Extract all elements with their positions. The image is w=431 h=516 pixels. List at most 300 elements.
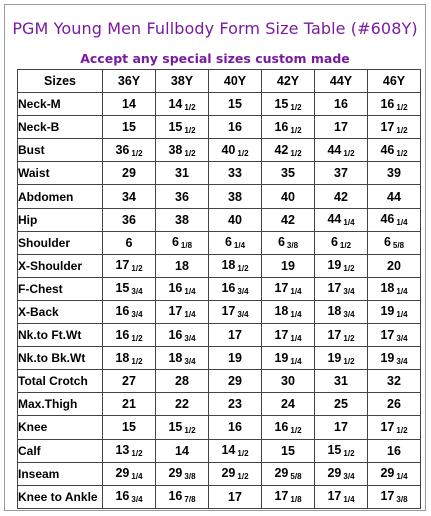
size-cell	[156, 231, 209, 254]
row-label: Inseam	[18, 462, 103, 485]
size-cell-whole: 39	[387, 166, 401, 181]
size-cell-whole: 17	[327, 327, 342, 342]
size-cell	[368, 93, 421, 116]
size-cell-fraction: 1/2	[290, 125, 302, 135]
size-cell	[156, 116, 209, 139]
size-cell	[315, 208, 368, 231]
size-cell-whole: 17	[327, 489, 342, 504]
size-cell	[262, 416, 315, 439]
size-cell-whole: 18	[327, 304, 342, 319]
size-cell	[209, 324, 262, 347]
size-cell-whole: 16	[228, 420, 242, 435]
row-label: Knee to Ankle	[18, 485, 103, 508]
size-cell	[103, 462, 156, 485]
size-cell-whole: 19	[281, 258, 295, 273]
size-cell-whole: 16	[168, 489, 183, 504]
size-cell-whole: 40	[221, 142, 236, 157]
size-cell-whole: 17	[380, 419, 395, 434]
size-cell-whole: 15	[115, 281, 130, 296]
row-label: X-Shoulder	[18, 254, 103, 277]
size-cell-whole: 29	[327, 466, 342, 481]
size-cell-fraction: 3/8	[286, 241, 299, 251]
size-cell-whole: 32	[387, 374, 401, 389]
table-row	[18, 370, 421, 393]
size-cell-fraction: 3/4	[343, 287, 355, 297]
size-column-header: 44Y	[315, 70, 368, 93]
size-cell	[156, 485, 209, 508]
size-cell-whole: 16	[228, 120, 242, 135]
size-cell	[156, 208, 209, 231]
size-cell	[156, 393, 209, 416]
size-cell	[103, 208, 156, 231]
size-cell	[103, 139, 156, 162]
table-row	[18, 93, 421, 116]
size-cell-whole: 16	[168, 281, 183, 296]
size-cell-whole: 19	[380, 350, 395, 365]
row-label: X-Back	[18, 300, 103, 323]
size-cell-whole: 17	[228, 328, 242, 343]
size-cell-fraction: 1/2	[396, 125, 408, 135]
sizes-column-header: Sizes	[18, 70, 103, 93]
size-cell	[368, 139, 421, 162]
size-cell-whole: 29	[274, 466, 289, 481]
row-label: Shoulder	[18, 231, 103, 254]
size-cell	[262, 208, 315, 231]
size-cell-fraction: 1/2	[237, 264, 249, 274]
size-cell-whole: 18	[168, 350, 183, 365]
size-cell-fraction: 1/2	[184, 102, 196, 112]
table-row	[18, 185, 421, 208]
row-label: Nk.to Bk.Wt	[18, 347, 103, 370]
size-cell	[262, 116, 315, 139]
size-cell-fraction: 1/4	[396, 287, 408, 297]
size-cell	[156, 370, 209, 393]
table-row	[18, 439, 421, 462]
size-cell	[315, 416, 368, 439]
size-cell-whole: 34	[122, 189, 136, 204]
size-cell-whole: 19	[327, 258, 342, 273]
size-cell-fraction: 1/2	[343, 148, 355, 158]
size-cell-whole: 17	[327, 281, 342, 296]
size-cell	[368, 231, 421, 254]
size-cell	[209, 370, 262, 393]
size-cell-whole: 36	[175, 189, 189, 204]
size-cell	[315, 485, 368, 508]
size-cell-whole: 17	[221, 304, 236, 319]
size-cell-whole: 17	[334, 420, 348, 435]
size-cell-fraction: 1/4	[343, 218, 355, 228]
size-cell-fraction: 1/2	[343, 449, 355, 459]
row-label: Calf	[18, 439, 103, 462]
size-cell	[209, 416, 262, 439]
size-cell-whole: 16	[115, 489, 130, 504]
size-cell	[103, 185, 156, 208]
size-cell-fraction: 7/8	[184, 495, 196, 505]
size-cell	[368, 185, 421, 208]
size-cell	[315, 254, 368, 277]
size-cell	[368, 254, 421, 277]
size-cell	[156, 93, 209, 116]
size-cell-fraction: 1/2	[237, 449, 249, 459]
size-cell-fraction: 1/2	[396, 148, 408, 158]
size-cell-whole: 6	[224, 235, 232, 250]
size-cell	[209, 393, 262, 416]
size-cell-whole: 14	[175, 443, 189, 458]
row-label: Neck-M	[18, 93, 103, 116]
size-cell-whole: 29	[221, 466, 236, 481]
size-cell	[262, 139, 315, 162]
size-cell-whole: 16	[387, 443, 401, 458]
size-cell-whole: 6	[383, 235, 391, 250]
size-cell	[209, 347, 262, 370]
size-cell-whole: 15	[168, 419, 183, 434]
size-cell-whole: 28	[175, 374, 189, 389]
size-cell-whole: 6	[277, 235, 285, 250]
size-cell-whole: 14	[221, 443, 236, 458]
size-table-body	[18, 93, 421, 509]
size-cell	[209, 439, 262, 462]
row-label: Total Crotch	[18, 370, 103, 393]
size-cell-whole: 29	[115, 466, 130, 481]
size-cell-fraction: 3/4	[131, 310, 143, 320]
size-cell	[368, 277, 421, 300]
size-cell	[262, 300, 315, 323]
size-cell	[209, 254, 262, 277]
size-cell	[368, 347, 421, 370]
size-cell	[209, 93, 262, 116]
size-cell-whole: 16	[380, 96, 395, 111]
size-cell-fraction: 1/4	[290, 356, 302, 366]
size-cell-whole: 25	[334, 397, 348, 412]
size-cell-whole: 37	[334, 166, 348, 181]
table-row	[18, 254, 421, 277]
size-column-header: 38Y	[156, 70, 209, 93]
size-cell-fraction: 1/2	[237, 472, 249, 482]
size-cell	[209, 231, 262, 254]
size-cell	[103, 485, 156, 508]
size-cell-fraction: 1/2	[184, 148, 196, 158]
size-cell-whole: 6	[125, 235, 133, 250]
size-cell	[368, 393, 421, 416]
size-cell-whole: 14	[168, 96, 183, 111]
size-cell-fraction: 1/4	[184, 287, 196, 297]
size-cell-fraction: 1/2	[237, 148, 249, 158]
size-cell-whole: 15	[228, 97, 242, 112]
size-cell	[315, 462, 368, 485]
size-cell	[315, 393, 368, 416]
size-cell-fraction: 1/2	[343, 356, 355, 366]
size-cell	[103, 162, 156, 185]
size-cell-whole: 18	[274, 304, 289, 319]
row-label: Bust	[18, 139, 103, 162]
size-cell-whole: 23	[228, 397, 242, 412]
size-cell	[262, 93, 315, 116]
size-cell-fraction: 1/4	[396, 472, 408, 482]
page-frame	[4, 4, 426, 511]
size-cell-whole: 17	[228, 489, 242, 504]
size-cell-fraction: 1/2	[184, 125, 196, 135]
size-cell-fraction: 3/4	[396, 356, 408, 366]
size-cell-fraction: 1/4	[396, 218, 408, 228]
table-row	[18, 139, 421, 162]
size-cell	[262, 485, 315, 508]
size-cell	[368, 208, 421, 231]
size-cell-fraction: 5/8	[290, 472, 302, 482]
size-cell-fraction: 1/4	[343, 495, 355, 505]
size-cell-fraction: 1/2	[396, 425, 408, 435]
size-cell-whole: 15	[281, 443, 295, 458]
size-cell-whole: 44	[387, 189, 401, 204]
size-cell-whole: 44	[327, 142, 342, 157]
size-cell-whole: 16	[334, 97, 348, 112]
size-cell-whole: 31	[175, 166, 189, 181]
size-cell-whole: 36	[122, 212, 136, 227]
size-cell-whole: 6	[171, 235, 179, 250]
size-cell-whole: 31	[334, 374, 348, 389]
row-label: F-Chest	[18, 277, 103, 300]
size-cell-whole: 18	[380, 281, 395, 296]
size-cell-whole: 18	[221, 258, 236, 273]
size-cell-whole: 46	[380, 142, 395, 157]
size-cell	[156, 254, 209, 277]
size-cell-whole: 38	[228, 189, 242, 204]
table-row	[18, 347, 421, 370]
row-label: Neck-B	[18, 116, 103, 139]
size-cell-whole: 19	[228, 351, 242, 366]
size-cell	[156, 185, 209, 208]
size-cell-whole: 19	[274, 350, 289, 365]
size-cell	[262, 254, 315, 277]
table-row	[18, 416, 421, 439]
size-cell	[368, 462, 421, 485]
table-row	[18, 324, 421, 347]
size-cell	[103, 93, 156, 116]
size-cell	[103, 393, 156, 416]
table-row	[18, 116, 421, 139]
size-cell-fraction: 3/4	[131, 287, 143, 297]
size-cell	[262, 162, 315, 185]
size-cell-whole: 22	[175, 397, 189, 412]
size-cell-fraction: 3/4	[184, 333, 196, 343]
size-cell-whole: 38	[175, 212, 189, 227]
size-cell-fraction: 3/4	[343, 472, 355, 482]
size-table	[17, 69, 421, 509]
size-cell	[156, 439, 209, 462]
table-row	[18, 393, 421, 416]
size-cell-whole: 16	[274, 419, 289, 434]
size-cell	[315, 93, 368, 116]
row-label: Waist	[18, 162, 103, 185]
size-cell-whole: 17	[334, 120, 348, 135]
size-cell	[315, 370, 368, 393]
size-cell-whole: 15	[122, 420, 136, 435]
size-cell-whole: 40	[281, 189, 295, 204]
size-cell-whole: 19	[327, 350, 342, 365]
size-cell-whole: 33	[228, 166, 242, 181]
size-cell-whole: 29	[228, 374, 242, 389]
size-cell	[103, 416, 156, 439]
size-cell-fraction: 1/2	[184, 425, 196, 435]
size-cell	[315, 116, 368, 139]
size-cell	[368, 416, 421, 439]
size-cell-whole: 15	[122, 120, 136, 135]
size-cell-fraction: 1/4	[290, 333, 302, 343]
size-cell-whole: 15	[168, 119, 183, 134]
row-label: Hip	[18, 208, 103, 231]
size-cell-whole: 15	[274, 96, 289, 111]
table-row	[18, 462, 421, 485]
size-cell-whole: 42	[274, 142, 289, 157]
row-label: Knee	[18, 416, 103, 439]
size-cell-whole: 29	[380, 466, 395, 481]
size-cell-whole: 6	[330, 235, 338, 250]
size-cell	[368, 162, 421, 185]
size-cell	[103, 277, 156, 300]
size-cell	[103, 347, 156, 370]
size-cell-whole: 40	[228, 212, 242, 227]
size-cell	[315, 231, 368, 254]
size-cell-whole: 16	[274, 119, 289, 134]
size-cell	[209, 185, 262, 208]
size-cell-fraction: 3/4	[237, 310, 249, 320]
size-cell	[315, 185, 368, 208]
size-cell	[368, 300, 421, 323]
size-cell	[262, 370, 315, 393]
size-cell	[156, 300, 209, 323]
size-cell-fraction: 1/4	[184, 310, 196, 320]
size-cell-whole: 42	[334, 189, 348, 204]
size-cell-whole: 38	[168, 142, 183, 157]
size-cell	[262, 347, 315, 370]
size-cell	[315, 300, 368, 323]
size-cell-fraction: 1/2	[290, 102, 302, 112]
size-cell-whole: 17	[380, 327, 395, 342]
size-cell-fraction: 3/4	[131, 495, 143, 505]
size-cell-fraction: 1/2	[131, 148, 143, 158]
size-cell	[209, 485, 262, 508]
row-label: Max.Thigh	[18, 393, 103, 416]
size-cell-whole: 29	[168, 466, 183, 481]
size-column-header: 42Y	[262, 70, 315, 93]
size-cell-whole: 42	[281, 212, 295, 227]
row-label: Abdomen	[18, 185, 103, 208]
size-cell-whole: 44	[327, 212, 342, 227]
size-cell-whole: 19	[380, 304, 395, 319]
size-cell	[156, 462, 209, 485]
table-row	[18, 300, 421, 323]
size-cell	[156, 162, 209, 185]
size-cell	[315, 277, 368, 300]
size-cell	[103, 370, 156, 393]
size-cell	[156, 139, 209, 162]
size-cell	[103, 439, 156, 462]
size-cell	[209, 162, 262, 185]
size-cell-whole: 20	[387, 258, 401, 273]
size-cell	[209, 116, 262, 139]
size-cell	[156, 277, 209, 300]
size-cell	[315, 439, 368, 462]
size-cell	[368, 485, 421, 508]
size-cell-fraction: 1/2	[343, 264, 355, 274]
size-cell-fraction: 3/8	[396, 495, 408, 505]
size-cell-fraction: 1/2	[396, 102, 408, 112]
size-cell	[262, 439, 315, 462]
size-cell-fraction: 1/8	[290, 495, 302, 505]
size-cell-fraction: 3/4	[184, 356, 196, 366]
size-cell	[315, 162, 368, 185]
size-cell-whole: 16	[221, 281, 236, 296]
size-cell-whole: 13	[115, 443, 130, 458]
size-cell-fraction: 1/2	[131, 356, 143, 366]
size-column-header: 36Y	[103, 70, 156, 93]
size-cell	[209, 462, 262, 485]
size-cell-fraction: 3/8	[184, 472, 196, 482]
size-cell-whole: 36	[115, 142, 130, 157]
size-cell-whole: 17	[274, 327, 289, 342]
size-cell-whole: 24	[281, 397, 295, 412]
size-cell	[103, 231, 156, 254]
table-row	[18, 277, 421, 300]
table-row	[18, 231, 421, 254]
size-cell	[262, 277, 315, 300]
size-column-header: 40Y	[209, 70, 262, 93]
size-cell	[156, 324, 209, 347]
size-cell-fraction: 1/8	[180, 241, 193, 251]
size-cell	[262, 393, 315, 416]
size-cell	[262, 185, 315, 208]
size-cell	[262, 324, 315, 347]
size-cell-whole: 17	[274, 281, 289, 296]
size-cell-whole: 17	[115, 258, 130, 273]
size-cell-fraction: 1/4	[233, 241, 246, 251]
size-cell	[209, 300, 262, 323]
size-cell-fraction: 3/4	[396, 333, 408, 343]
size-cell-fraction: 1/4	[290, 310, 302, 320]
size-cell	[103, 254, 156, 277]
table-row	[18, 485, 421, 508]
size-cell-whole: 18	[115, 350, 130, 365]
size-cell	[156, 416, 209, 439]
size-cell	[262, 231, 315, 254]
size-cell-fraction: 1/4	[396, 310, 408, 320]
size-cell-whole: 35	[281, 166, 295, 181]
size-cell-whole: 14	[122, 97, 136, 112]
size-cell	[103, 116, 156, 139]
size-cell-whole: 17	[274, 489, 289, 504]
size-cell-fraction: 1/2	[343, 333, 355, 343]
size-cell-fraction: 1/2	[131, 333, 143, 343]
size-column-header: 46Y	[368, 70, 421, 93]
size-cell-whole: 16	[115, 327, 130, 342]
size-cell-fraction: 1/2	[131, 449, 143, 459]
size-cell-whole: 16	[115, 304, 130, 319]
size-cell-whole: 17	[380, 489, 395, 504]
size-cell-whole: 17	[168, 304, 183, 319]
size-cell	[368, 439, 421, 462]
size-cell	[262, 462, 315, 485]
size-cell	[103, 324, 156, 347]
size-cell-fraction: 3/4	[343, 310, 355, 320]
size-cell	[368, 370, 421, 393]
size-cell-fraction: 3/4	[237, 287, 249, 297]
size-cell	[156, 347, 209, 370]
size-cell-fraction: 1/2	[290, 148, 302, 158]
size-cell-whole: 16	[168, 327, 183, 342]
size-cell	[368, 324, 421, 347]
size-cell-fraction: 5/8	[392, 241, 405, 251]
size-cell-whole: 26	[387, 397, 401, 412]
table-row	[18, 162, 421, 185]
